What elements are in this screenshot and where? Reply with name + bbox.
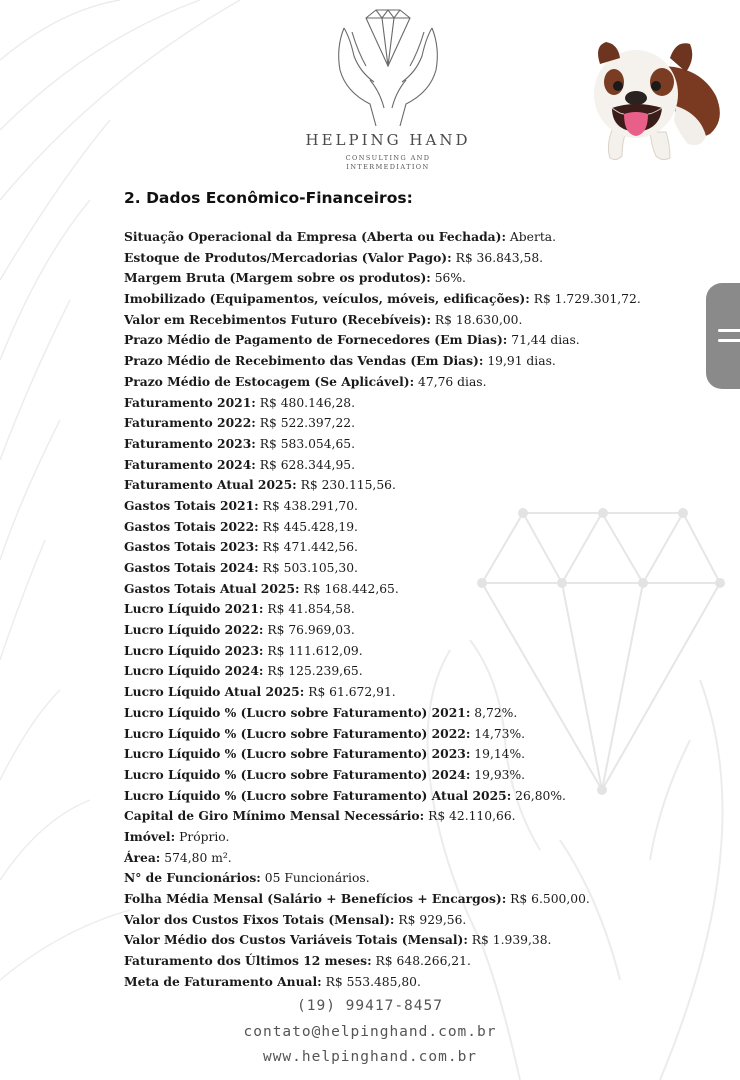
item-value: R$ 76.969,03. bbox=[263, 623, 355, 638]
list-item bbox=[124, 599, 704, 620]
list-item bbox=[124, 868, 704, 889]
item-value: R$ 42.110,66. bbox=[424, 809, 516, 824]
list-item bbox=[124, 724, 704, 745]
list-item bbox=[124, 558, 704, 579]
item-value: R$ 553.485,80. bbox=[321, 974, 421, 989]
item-label: Lucro Líquido 2022: bbox=[124, 622, 264, 638]
item-value: R$ 125.239,65. bbox=[263, 664, 363, 679]
item-value: 71,44 dias. bbox=[507, 333, 580, 348]
item-value: R$ 18.630,00. bbox=[431, 312, 523, 327]
handle-line-icon bbox=[718, 329, 740, 332]
list-item bbox=[124, 620, 704, 641]
item-value: R$ 583.054,65. bbox=[255, 436, 356, 451]
item-label: Imóvel: bbox=[124, 828, 176, 844]
item-value: R$ 111.612,09. bbox=[263, 643, 363, 658]
list-item bbox=[124, 517, 704, 538]
item-label: Faturamento 2023: bbox=[124, 435, 256, 451]
item-label: Lucro Líquido % (Lucro sobre Faturamento) 2023: bbox=[124, 746, 471, 762]
item-value: R$ 230.115,56. bbox=[296, 478, 396, 493]
item-value: 14,73%. bbox=[470, 726, 526, 741]
list-item bbox=[124, 661, 704, 682]
list-item bbox=[124, 413, 704, 434]
item-label: Lucro Líquido Atual 2025: bbox=[124, 684, 305, 700]
list-item bbox=[124, 930, 704, 951]
item-label: Situação Operacional da Empresa (Aberta ou Fechada): bbox=[124, 229, 506, 244]
item-label: Gastos Totais 2021: bbox=[124, 497, 259, 513]
item-label: Gastos Totais 2022: bbox=[124, 518, 259, 534]
brand-subtitle: CONSULTING AND INTERMEDIATION bbox=[345, 154, 431, 171]
item-label: Faturamento 2022: bbox=[124, 415, 256, 431]
list-item bbox=[124, 248, 704, 269]
item-value: R$ 445.428,19. bbox=[258, 519, 358, 534]
contact-footer bbox=[200, 994, 540, 1071]
item-label: Prazo Médio de Recebimento das Vendas (Em Dias): bbox=[124, 353, 484, 369]
item-value: R$ 503.105,30. bbox=[258, 561, 358, 575]
side-drawer-handle[interactable] bbox=[706, 283, 740, 389]
financial-data-list bbox=[124, 227, 704, 992]
list-item bbox=[124, 910, 704, 931]
item-label: Lucro Líquido % (Lucro sobre Faturamento) 2022: bbox=[124, 725, 471, 741]
item-value: R$ 36.843,58. bbox=[451, 250, 544, 265]
item-label: Faturamento 2021: bbox=[124, 394, 256, 410]
item-label: Capital de Giro Mínimo Mensal Necessário: bbox=[124, 808, 425, 824]
item-value: R$ 648.266,21. bbox=[371, 954, 471, 969]
item-label: Estoque de Produtos/Mercadorias (Valor Pago): bbox=[124, 249, 452, 265]
list-item bbox=[124, 972, 704, 993]
list-item bbox=[124, 393, 704, 414]
item-value: 05 Funcionários. bbox=[260, 871, 370, 886]
item-value: R$ 929,56. bbox=[394, 912, 467, 927]
list-item bbox=[124, 682, 704, 703]
footer-website[interactable]: www.helpinghand.com.br bbox=[262, 1049, 478, 1065]
item-label: Valor em Recebimentos Futuro (Recebíveis): bbox=[124, 311, 432, 327]
item-value: 19,14%. bbox=[470, 747, 526, 762]
list-item bbox=[124, 951, 704, 972]
item-label: Imobilizado (Equipamentos, veículos, móveis, edificações): bbox=[124, 291, 530, 307]
item-value: 26,80%. bbox=[511, 788, 566, 803]
item-label: Lucro Líquido % (Lucro sobre Faturamento) 2024: bbox=[124, 766, 471, 782]
item-label: Gastos Totais Atual 2025: bbox=[124, 580, 300, 596]
item-value: 47,76 dias. bbox=[414, 374, 487, 389]
bulldog-image bbox=[590, 36, 730, 168]
list-item bbox=[124, 703, 704, 724]
item-label: Meta de Faturamento Anual: bbox=[124, 973, 322, 989]
item-label: Gastos Totais 2023: bbox=[124, 539, 259, 555]
list-item bbox=[124, 475, 704, 496]
list-item bbox=[124, 765, 704, 786]
item-value: R$ 1.729.301,72. bbox=[529, 292, 641, 307]
item-label: Área: bbox=[124, 849, 161, 865]
item-value: R$ 61.672,91. bbox=[304, 685, 396, 700]
brand-name: HELPING HAND bbox=[305, 131, 471, 149]
brand-logo bbox=[290, 8, 486, 173]
item-label: Prazo Médio de Pagamento de Fornecedores (Em Dias): bbox=[124, 332, 508, 348]
item-value: R$ 471.442,56. bbox=[258, 540, 358, 555]
list-item bbox=[124, 806, 704, 827]
item-value: 574,80 m². bbox=[160, 850, 232, 865]
item-label: Folha Média Mensal (Salário + Benefícios + Encargos): bbox=[124, 891, 507, 906]
list-item bbox=[124, 310, 704, 331]
hands-diamond-icon bbox=[330, 8, 446, 128]
footer-phone[interactable]: (19) 99417-8457 bbox=[297, 998, 443, 1014]
item-value: R$ 438.291,70. bbox=[258, 498, 358, 513]
item-value: R$ 628.344,95. bbox=[255, 457, 356, 472]
list-item bbox=[124, 372, 704, 393]
item-value: R$ 6.500,00. bbox=[506, 892, 590, 906]
item-label: Gastos Totais 2024: bbox=[124, 560, 259, 575]
list-item bbox=[124, 455, 704, 476]
list-item bbox=[124, 641, 704, 662]
list-item bbox=[124, 744, 704, 765]
footer-email[interactable]: contato@helpinghand.com.br bbox=[243, 1023, 497, 1040]
item-value: Aberta. bbox=[506, 230, 556, 244]
item-label: Valor Médio dos Custos Variáveis Totais (Mensal): bbox=[124, 932, 468, 948]
item-label: Lucro Líquido 2021: bbox=[124, 601, 264, 617]
list-item bbox=[124, 889, 704, 910]
item-label: Faturamento dos Últimos 12 meses: bbox=[124, 953, 372, 969]
item-value: 8,72%. bbox=[470, 705, 518, 720]
list-item bbox=[124, 537, 704, 558]
list-item bbox=[124, 351, 704, 372]
item-label: N° de Funcionários: bbox=[124, 870, 261, 886]
list-item bbox=[124, 227, 704, 248]
item-value: R$ 1.939,38. bbox=[467, 933, 552, 948]
item-label: Lucro Líquido % (Lucro sobre Faturamento) Atual 2025: bbox=[124, 787, 512, 803]
item-value: R$ 522.397,22. bbox=[255, 416, 356, 431]
item-label: Margem Bruta (Margem sobre os produtos): bbox=[124, 270, 431, 286]
item-label: Valor dos Custos Fixos Totais (Mensal): bbox=[124, 911, 395, 927]
list-item bbox=[124, 496, 704, 517]
item-label: Faturamento 2024: bbox=[124, 456, 256, 472]
item-value: 56%. bbox=[430, 271, 466, 286]
list-item bbox=[124, 786, 704, 807]
section-title: 2. Dados Econômico-Financeiros: bbox=[124, 189, 413, 207]
list-item bbox=[124, 579, 704, 600]
handle-line-icon bbox=[718, 339, 740, 342]
item-label: Lucro Líquido % (Lucro sobre Faturamento) 2021: bbox=[124, 704, 471, 720]
list-item bbox=[124, 434, 704, 455]
item-label: Faturamento Atual 2025: bbox=[124, 477, 297, 493]
item-value: R$ 168.442,65. bbox=[299, 581, 399, 596]
item-value: 19,91 dias. bbox=[483, 354, 556, 369]
item-label: Lucro Líquido 2024: bbox=[124, 663, 264, 679]
item-value: Próprio. bbox=[175, 829, 230, 844]
list-item bbox=[124, 827, 704, 848]
item-value: R$ 480.146,28. bbox=[255, 395, 356, 410]
list-item bbox=[124, 289, 704, 310]
list-item bbox=[124, 330, 704, 351]
item-value: 19,93%. bbox=[470, 767, 526, 782]
item-label: Lucro Líquido 2023: bbox=[124, 642, 264, 658]
item-label: Prazo Médio de Estocagem (Se Aplicável): bbox=[124, 373, 415, 389]
list-item bbox=[124, 848, 704, 869]
list-item bbox=[124, 268, 704, 289]
item-value: R$ 41.854,58. bbox=[263, 602, 355, 617]
